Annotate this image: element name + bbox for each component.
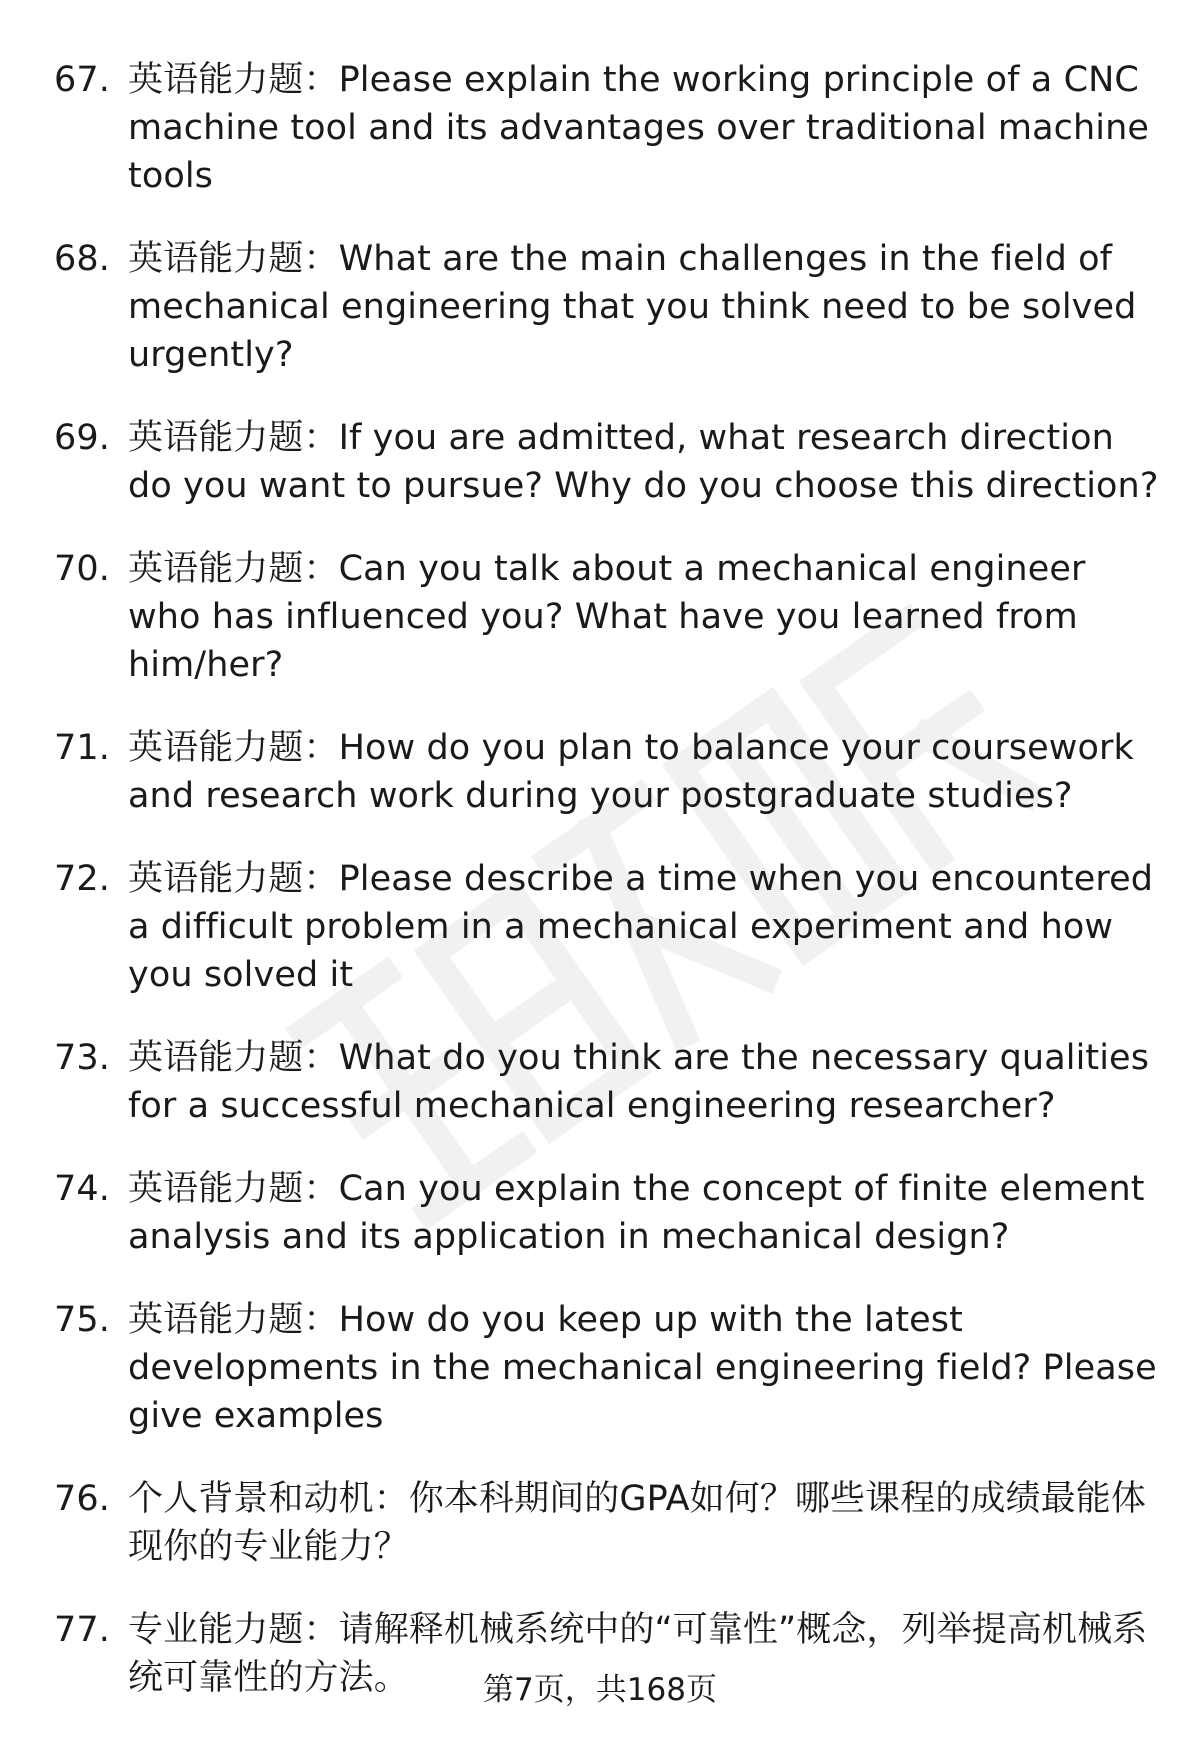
question-number: 71.	[54, 728, 110, 768]
question-item	[0, 1475, 1200, 1571]
question-text: 英语能力题：Can you explain the concept of finite element analysis and its application in mechanical design?	[128, 1169, 1145, 1257]
question-list	[0, 56, 1200, 1737]
question-number: 68.	[54, 239, 110, 279]
question-number: 72.	[54, 859, 110, 899]
question-item	[0, 724, 1200, 820]
question-item	[0, 235, 1200, 379]
question-number: 73.	[54, 1038, 110, 1078]
question-text: 个人背景和动机：你本科期间的GPA如何？哪些课程的成绩最能体现你的专业能力？	[128, 1479, 1146, 1567]
page-footer	[0, 1670, 1200, 1710]
page-number-label: 第7页，共168页	[483, 1672, 717, 1708]
question-text: 专业能力题：请解释机械系统中的“可靠性”概念，列举提高机械系统可靠性的方法。	[128, 1610, 1148, 1698]
question-text: 英语能力题：Can you talk about a mechanical engineer who has influenced you? What have you learned from him/her?	[128, 549, 1086, 685]
question-text: 英语能力题：What do you think are the necessary qualities for a successful mechanical engineering researcher?	[128, 1038, 1150, 1126]
question-item	[0, 56, 1200, 200]
question-number: 74.	[54, 1169, 110, 1209]
question-item	[0, 545, 1200, 689]
question-item	[0, 1165, 1200, 1261]
question-number: 77.	[54, 1610, 110, 1650]
question-number: 76.	[54, 1479, 110, 1519]
question-item	[0, 1034, 1200, 1130]
question-text: 英语能力题：How do you plan to balance your coursework and research work during your postgraduate studies?	[128, 728, 1134, 816]
question-item	[0, 1296, 1200, 1440]
question-text: 英语能力题：Please describe a time when you encountered a difficult problem in a mechanical experiment and how you solved it	[128, 859, 1154, 995]
question-number: 70.	[54, 549, 110, 589]
question-item	[0, 414, 1200, 510]
question-text: 英语能力题：Please explain the working principle of a CNC machine tool and its advantages over traditional machine tools	[128, 60, 1150, 196]
question-text: 英语能力题：What are the main challenges in the field of mechanical engineering that you think need to be solved urgently?	[128, 239, 1137, 375]
question-text: 英语能力题：How do you keep up with the latest developments in the mechanical engineering field? Please give examples	[128, 1300, 1157, 1436]
question-number: 69.	[54, 418, 110, 458]
question-number: 75.	[54, 1300, 110, 1340]
question-item	[0, 855, 1200, 999]
question-text: 英语能力题：If you are admitted, what research direction do you want to pursue? Why do you choose this direction?	[128, 418, 1159, 506]
question-number: 67.	[54, 60, 110, 100]
